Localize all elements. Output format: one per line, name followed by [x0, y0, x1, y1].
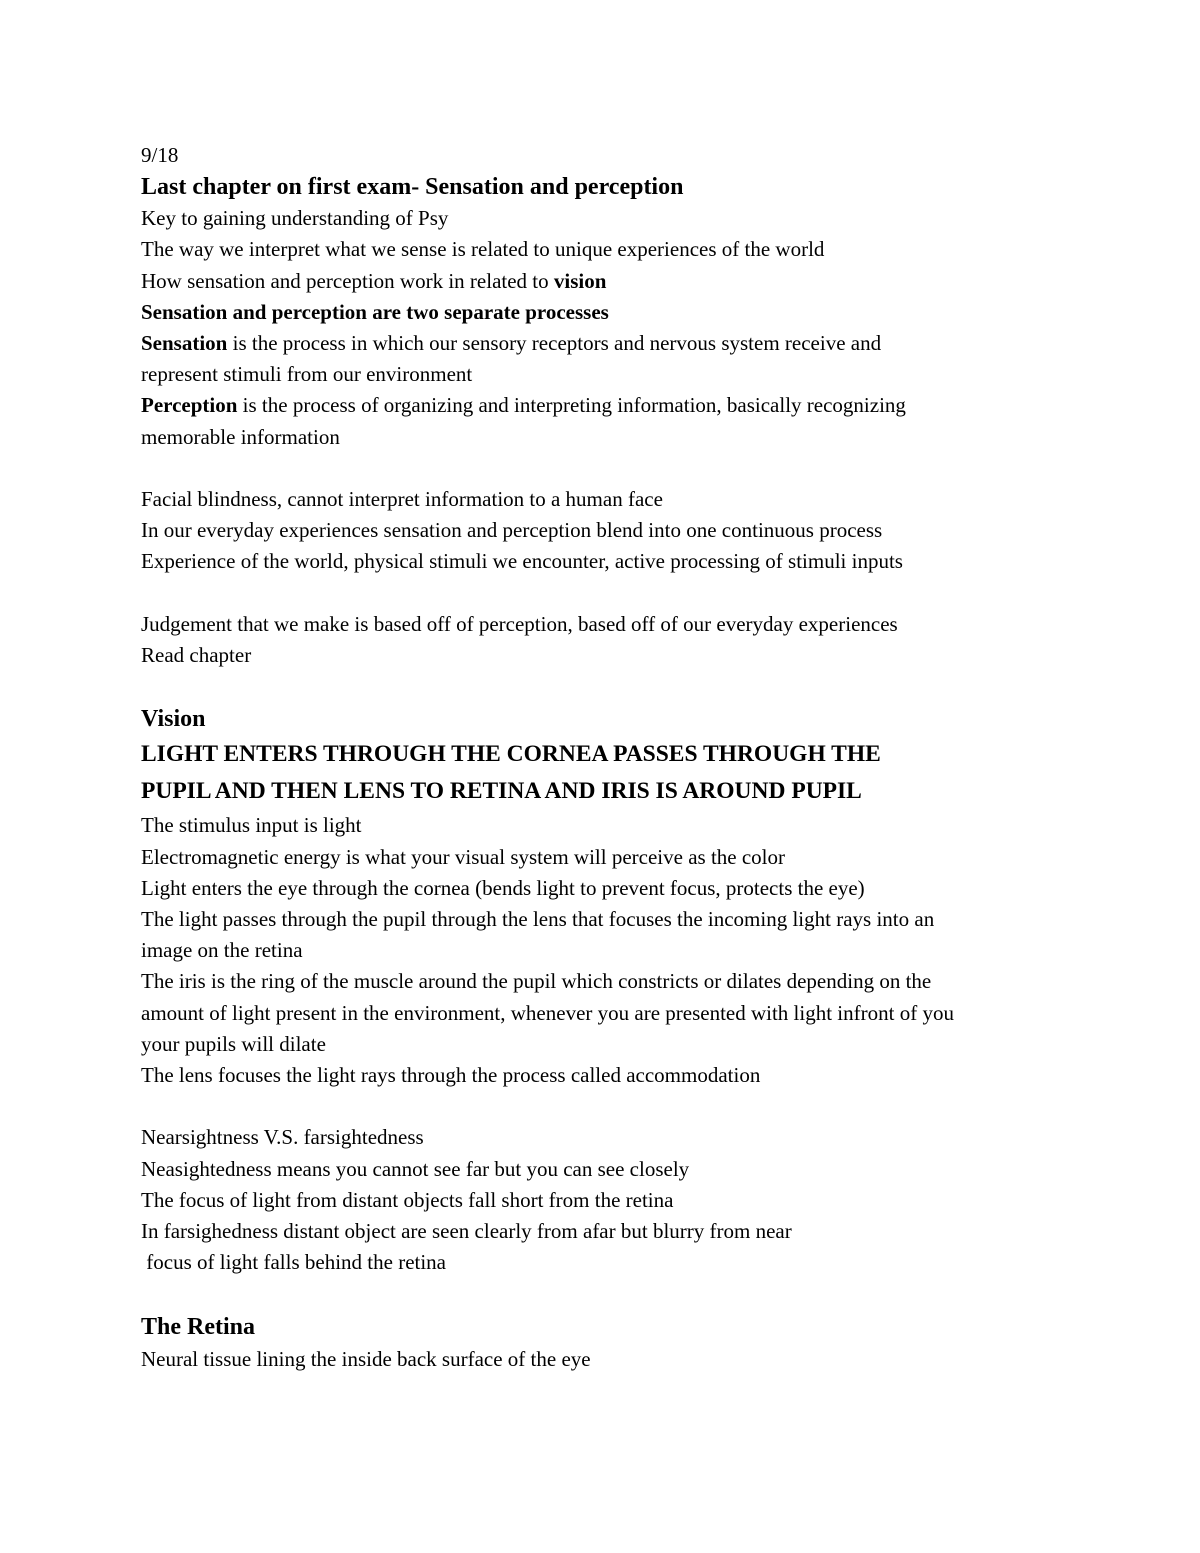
intro-line-2: The way we interpret what we sense is related to unique experiences of the world — [141, 237, 825, 262]
intro-line-4-bold: Sensation and perception are two separate processes — [141, 299, 609, 324]
sight-line-2: Neasightedness means you cannot see far but you can see closely — [141, 1156, 690, 1181]
vision-line-8: your pupils will dilate — [141, 1031, 326, 1056]
intro-line-6: represent stimuli from our environment — [141, 362, 473, 387]
intro-line-8: memorable information — [141, 424, 340, 449]
intro-line-3-text: How sensation and perception work in related to — [141, 268, 554, 293]
spacer — [141, 578, 1071, 609]
intro-line-7 — [141, 390, 1071, 421]
vision-line-2: Electromagnetic energy is what your visual system will perceive as the color — [141, 844, 785, 869]
para3-line-1: Judgement that we make is based off of perception, based off of our everyday experiences — [141, 611, 898, 636]
perception-definition: is the process of organizing and interpreting information, basically recognizing — [237, 393, 906, 418]
intro-line-5 — [141, 328, 1071, 359]
para2-line-2: In our everyday experiences sensation and perception blend into one continuous process — [141, 518, 883, 543]
sight-line-4: In farsighedness distant object are seen clearly from afar but blurry from near — [141, 1219, 792, 1244]
vision-caps-line-1: LIGHT ENTERS THROUGH THE CORNEA PASSES THROUGH THE — [141, 741, 881, 768]
spacer — [141, 671, 1071, 702]
intro-line-3-bold: vision — [553, 268, 607, 293]
sensation-definition: is the process in which our sensory receptors and nervous system receive and — [227, 331, 882, 356]
vision-line-4: The light passes through the pupil through the lens that focuses the incoming light rays into an — [141, 907, 935, 932]
sensation-term: Sensation — [141, 331, 228, 356]
vision-line-6: The iris is the ring of the muscle around the pupil which constricts or dilates depending on the — [141, 969, 932, 994]
retina-heading: The Retina — [141, 1313, 255, 1340]
spacer — [141, 1091, 1071, 1122]
vision-caps-line-2: PUPIL AND THEN LENS TO RETINA AND IRIS IS AROUND PUPIL — [141, 778, 862, 805]
vision-heading: Vision — [141, 706, 206, 733]
sight-line-1: Nearsightness V.S. farsightedness — [141, 1125, 424, 1150]
para2-line-3: Experience of the world, physical stimuli we encounter, active processing of stimuli inputs — [141, 549, 903, 574]
sight-line-5: focus of light falls behind the retina — [141, 1250, 447, 1275]
sight-line-3: The focus of light from distant objects fall short from the retina — [141, 1187, 674, 1212]
intro-line-4 — [141, 297, 1071, 328]
intro-line-3 — [141, 266, 1071, 297]
date-line: 9/18 — [141, 143, 179, 167]
vision-line-5: image on the retina — [141, 938, 303, 963]
spacer — [141, 1278, 1071, 1309]
perception-term: Perception — [141, 393, 238, 418]
spacer — [141, 453, 1071, 484]
vision-line-7: amount of light present in the environment, whenever you are presented with light infront of you — [141, 1000, 954, 1025]
para2-line-1: Facial blindness, cannot interpret information to a human face — [141, 487, 663, 512]
vision-line-3: Light enters the eye through the cornea (bends light to prevent focus, protects the eye) — [141, 875, 865, 900]
document-page — [141, 140, 1071, 1375]
intro-line-1: Key to gaining understanding of Psy — [141, 206, 449, 231]
vision-line-1: The stimulus input is light — [141, 813, 362, 838]
para3-line-2: Read chapter — [141, 643, 252, 668]
vision-line-9: The lens focuses the light rays through the process called accommodation — [141, 1063, 761, 1088]
retina-line-1: Neural tissue lining the inside back surface of the eye — [141, 1346, 591, 1371]
chapter-heading: Last chapter on first exam- Sensation and perception — [141, 174, 684, 201]
